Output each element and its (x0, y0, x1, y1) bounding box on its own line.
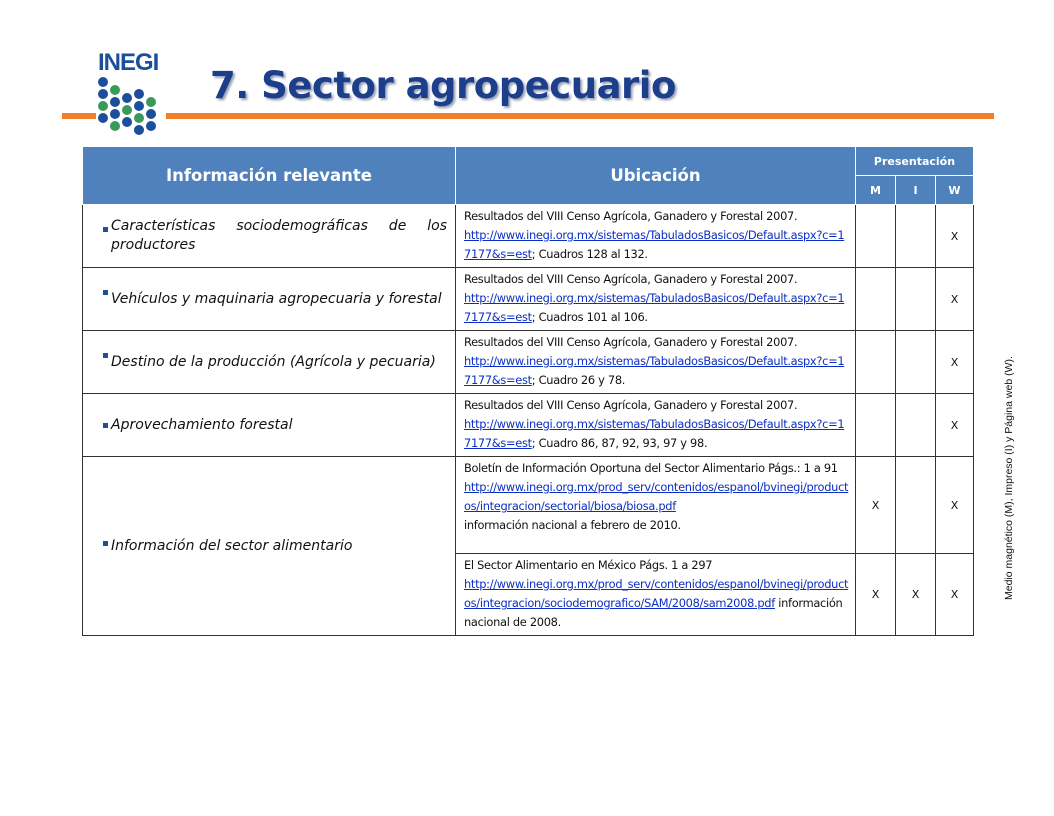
source-suffix: información nacional a febrero de 2010. (464, 518, 681, 532)
info-cell (83, 268, 456, 331)
ubicacion-cell (456, 554, 856, 636)
ubicacion-cell (456, 205, 856, 268)
source-suffix: ; Cuadro 86, 87, 92, 93, 97 y 98. (531, 436, 708, 450)
ubicacion-cell (456, 331, 856, 394)
source-link[interactable]: http://www.inegi.org.mx/sistemas/TabuladosBasicos/Default.aspx?c=17177&s=est (464, 354, 845, 387)
header-m: M (856, 176, 896, 205)
mark-i (896, 205, 936, 268)
mark-w: X (936, 554, 974, 636)
source-link[interactable]: http://www.inegi.org.mx/sistemas/TabuladosBasicos/Default.aspx?c=17177&s=est (464, 228, 845, 261)
mark-i (896, 268, 936, 331)
source-text: Resultados del VIII Censo Agrícola, Ganadero y Forestal 2007. (464, 398, 798, 412)
bullet-icon (103, 353, 108, 358)
info-text: Características sociodemográficas de los productores (111, 218, 447, 253)
header-informacion-relevante: Información relevante (83, 147, 456, 205)
info-cell (83, 205, 456, 268)
table-row (83, 268, 974, 331)
bullet-icon (103, 227, 108, 232)
inegi-logo (96, 49, 166, 129)
header-i: I (896, 176, 936, 205)
ubicacion-cell (456, 457, 856, 554)
bullet-icon (103, 423, 108, 428)
mark-m: X (856, 554, 896, 636)
header-ubicacion: Ubicación (456, 147, 856, 205)
mark-m (856, 394, 896, 457)
table-row (83, 394, 974, 457)
source-link[interactable]: http://www.inegi.org.mx/sistemas/TabuladosBasicos/Default.aspx?c=17177&s=est (464, 417, 845, 450)
mark-w: X (936, 394, 974, 457)
info-cell (83, 331, 456, 394)
mark-w: X (936, 205, 974, 268)
mark-m: X (856, 457, 896, 554)
source-suffix: ; Cuadros 128 al 132. (531, 247, 648, 261)
mark-i (896, 331, 936, 394)
table-row (83, 457, 974, 554)
table-row (83, 331, 974, 394)
bullet-icon (103, 290, 108, 295)
page-title: 7. Sector agropecuario (210, 64, 676, 107)
information-table (82, 146, 974, 636)
mark-w: X (936, 268, 974, 331)
ubicacion-cell (456, 394, 856, 457)
source-text: El Sector Alimentario en México Págs. 1 a 297 (464, 558, 713, 572)
info-text: Vehículos y maquinaria agropecuaria y forestal (111, 290, 442, 307)
info-text: Información del sector alimentario (111, 537, 353, 554)
logo-text: INEGI (98, 49, 159, 76)
source-text: Resultados del VIII Censo Agrícola, Ganadero y Forestal 2007. (464, 209, 798, 223)
info-text: Aprovechamiento forestal (111, 416, 293, 433)
presentation-legend-note: Medio magnético (M), Impreso (I) y Página web (W). (1003, 356, 1015, 600)
source-suffix: información nacional de 2008. (464, 596, 843, 629)
source-text: Resultados del VIII Censo Agrícola, Ganadero y Forestal 2007. (464, 335, 798, 349)
source-link[interactable]: http://www.inegi.org.mx/prod_serv/contenidos/espanol/bvinegi/productos/integracion/sectorial/biosa/biosa.pdf (464, 480, 849, 513)
mark-m (856, 331, 896, 394)
mark-m (856, 268, 896, 331)
header-orange-rule (62, 113, 994, 119)
header-w: W (936, 176, 974, 205)
mark-i (896, 457, 936, 554)
mark-w: X (936, 457, 974, 554)
header-presentacion: Presentación (856, 147, 974, 176)
bullet-icon (103, 541, 108, 546)
source-text: Resultados del VIII Censo Agrícola, Ganadero y Forestal 2007. (464, 272, 798, 286)
source-link[interactable]: http://www.inegi.org.mx/prod_serv/contenidos/espanol/bvinegi/productos/integracion/sociodemografico/SAM/2008/sam2008.pdf (464, 577, 849, 610)
ubicacion-cell (456, 268, 856, 331)
info-cell (83, 457, 456, 636)
source-text: Boletín de Información Oportuna del Sector Alimentario Págs.: 1 a 91 (464, 461, 838, 475)
source-suffix: ; Cuadro 26 y 78. (531, 373, 626, 387)
source-suffix: ; Cuadros 101 al 106. (531, 310, 648, 324)
mark-w: X (936, 331, 974, 394)
mark-i: X (896, 554, 936, 636)
source-link[interactable]: http://www.inegi.org.mx/sistemas/TabuladosBasicos/Default.aspx?c=17177&s=est (464, 291, 845, 324)
info-cell (83, 394, 456, 457)
table-row (83, 205, 974, 268)
info-text: Destino de la producción (Agrícola y pecuaria) (111, 353, 436, 370)
mark-m (856, 205, 896, 268)
mark-i (896, 394, 936, 457)
